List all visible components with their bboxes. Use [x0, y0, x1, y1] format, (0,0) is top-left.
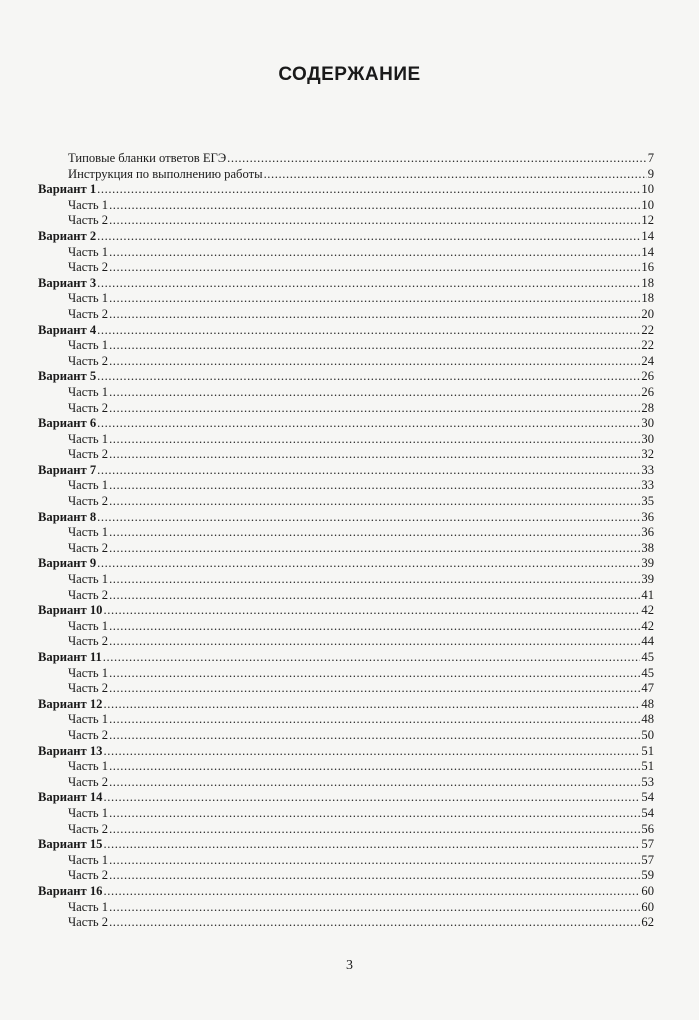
table-of-contents: [38, 151, 654, 931]
toc-entry-label: Вариант 12: [38, 696, 103, 711]
dot-leader: [109, 478, 640, 494]
toc-subentry: [38, 525, 654, 541]
toc-entry-page: 12: [641, 213, 654, 228]
dot-leader: [264, 167, 647, 183]
dot-leader: [109, 868, 640, 884]
toc-subentry: [38, 588, 654, 604]
toc-entry-page: 62: [641, 915, 654, 930]
dot-leader: [97, 276, 640, 292]
toc-entry-page: 36: [641, 525, 654, 540]
toc-subentry: [38, 541, 654, 557]
toc-entry-label: Часть 2: [68, 213, 109, 228]
toc-entry-label: Часть 1: [68, 478, 109, 493]
toc-subentry: [38, 432, 654, 448]
toc-entry-page: 50: [641, 727, 654, 742]
dot-leader: [227, 151, 647, 167]
toc-entry-label: Часть 2: [68, 353, 109, 368]
toc-subentry: [38, 401, 654, 417]
toc-entry-label: Часть 2: [68, 400, 109, 415]
toc-subentry: [38, 712, 654, 728]
toc-subentry: [38, 681, 654, 697]
toc-entry-page: 42: [641, 618, 654, 633]
toc-entry-label: Вариант 8: [38, 509, 97, 524]
dot-leader: [109, 494, 640, 510]
toc-subentry: [38, 213, 654, 229]
toc-entry-page: 9: [647, 166, 654, 181]
toc-entry-label: Вариант 2: [38, 228, 97, 243]
toc-entry-page: 18: [641, 291, 654, 306]
toc-entry-page: 22: [641, 338, 654, 353]
dot-leader: [109, 759, 640, 775]
toc-subentry: [38, 759, 654, 775]
toc-entry-page: 59: [641, 868, 654, 883]
dot-leader: [97, 463, 640, 479]
dot-leader: [109, 728, 640, 744]
toc-entry-page: 54: [641, 805, 654, 820]
toc-entry-label: Вариант 7: [38, 462, 97, 477]
toc-entry-label: Часть 2: [68, 774, 109, 789]
toc-entry-page: 57: [641, 837, 654, 852]
dot-leader: [109, 572, 640, 588]
dot-leader: [109, 213, 640, 229]
dot-leader: [109, 666, 640, 682]
toc-subentry: [38, 245, 654, 261]
toc-entry-label: Вариант 6: [38, 416, 97, 431]
dot-leader: [97, 510, 640, 526]
toc-entry-page: 47: [641, 681, 654, 696]
toc-entry-label: Часть 2: [68, 727, 109, 742]
toc-entry-page: 41: [641, 587, 654, 602]
toc-entry-label: Часть 1: [68, 665, 109, 680]
toc-subentry: [38, 915, 654, 931]
toc-heading-entry: [38, 510, 654, 526]
toc-entry-label: Часть 1: [68, 805, 109, 820]
dot-leader: [109, 354, 640, 370]
toc-entry-label: Часть 1: [68, 712, 109, 727]
toc-entry-label: Вариант 1: [38, 182, 97, 197]
dot-leader: [109, 525, 640, 541]
toc-subentry: [38, 151, 654, 167]
toc-entry-label: Вариант 13: [38, 743, 103, 758]
toc-heading-entry: [38, 697, 654, 713]
toc-entry-label: Часть 2: [68, 306, 109, 321]
dot-leader: [109, 260, 640, 276]
toc-entry-label: Вариант 5: [38, 369, 97, 384]
toc-entry-page: 45: [641, 650, 654, 664]
dot-leader: [109, 853, 640, 869]
toc-subentry: [38, 822, 654, 838]
toc-entry-label: Вариант 14: [38, 790, 103, 805]
toc-subentry: [38, 619, 654, 635]
dot-leader: [109, 385, 640, 401]
dot-leader: [109, 245, 640, 261]
toc-subentry: [38, 634, 654, 650]
toc-entry-label: Вариант 3: [38, 275, 97, 290]
toc-entry-page: 56: [641, 821, 654, 836]
toc-subentry: [38, 666, 654, 682]
toc-heading-entry: [38, 323, 654, 339]
dot-leader: [109, 822, 640, 838]
dot-leader: [103, 837, 640, 853]
toc-entry-label: Часть 2: [68, 540, 109, 555]
toc-entry-page: 57: [641, 852, 654, 867]
toc-entry-label: Часть 1: [68, 197, 109, 212]
toc-subentry: [38, 572, 654, 588]
toc-entry-label: Часть 2: [68, 681, 109, 696]
toc-heading-entry: [38, 369, 654, 385]
dot-leader: [109, 307, 640, 323]
toc-entry-page: 18: [641, 275, 654, 290]
toc-entry-page: 51: [641, 743, 654, 758]
toc-entry-page: 45: [641, 665, 654, 680]
dot-leader: [103, 650, 641, 666]
toc-entry-page: 48: [641, 696, 654, 711]
toc-subentry: [38, 478, 654, 494]
toc-entry-label: Вариант 10: [38, 603, 103, 618]
dot-leader: [103, 697, 640, 713]
toc-heading-entry: [38, 416, 654, 432]
toc-entry-page: 30: [641, 431, 654, 446]
dot-leader: [103, 603, 640, 619]
toc-heading-entry: [38, 463, 654, 479]
dot-leader: [109, 541, 640, 557]
toc-entry-page: 16: [641, 260, 654, 275]
toc-entry-page: 48: [641, 712, 654, 727]
toc-entry-page: 44: [641, 634, 654, 649]
toc-subentry: [38, 775, 654, 791]
dot-leader: [103, 744, 640, 760]
toc-entry-label: Часть 2: [68, 634, 109, 649]
toc-entry-label: Часть 1: [68, 618, 109, 633]
toc-entry-label: Часть 1: [68, 852, 109, 867]
toc-subentry: [38, 868, 654, 884]
dot-leader: [109, 806, 640, 822]
toc-entry-label: Часть 2: [68, 915, 109, 930]
dot-leader: [97, 416, 640, 432]
toc-entry-label: Часть 2: [68, 587, 109, 602]
dot-leader: [109, 291, 640, 307]
toc-entry-page: 39: [641, 572, 654, 587]
toc-subentry: [38, 385, 654, 401]
toc-entry-page: 10: [641, 197, 654, 212]
toc-entry-page: 33: [641, 462, 654, 477]
dot-leader: [97, 229, 640, 245]
toc-entry-label: Вариант 9: [38, 556, 97, 571]
toc-entry-label: Часть 1: [68, 525, 109, 540]
dot-leader: [109, 588, 640, 604]
toc-entry-page: 33: [641, 478, 654, 493]
toc-subentry: [38, 307, 654, 323]
dot-leader: [109, 775, 640, 791]
toc-entry-page: 24: [641, 353, 654, 368]
dot-leader: [109, 900, 640, 916]
toc-entry-label: Часть 1: [68, 572, 109, 587]
toc-entry-label: Вариант 15: [38, 837, 103, 852]
dot-leader: [97, 323, 640, 339]
toc-entry-page: 53: [641, 774, 654, 789]
dot-leader: [109, 619, 640, 635]
toc-entry-label: Часть 1: [68, 759, 109, 774]
toc-heading-entry: [38, 229, 654, 245]
toc-subentry: [38, 167, 654, 183]
toc-entry-page: 22: [641, 322, 654, 337]
toc-heading-entry: [38, 603, 654, 619]
toc-entry-label: Инструкция по выполнению работы: [68, 166, 263, 181]
toc-entry-page: 30: [641, 416, 654, 431]
toc-entry-label: Часть 1: [68, 431, 109, 446]
dot-leader: [109, 432, 640, 448]
toc-entry-page: 38: [641, 540, 654, 555]
toc-entry-label: Часть 2: [68, 447, 109, 462]
page-title: СОДЕРЖАНИЕ: [278, 64, 421, 85]
toc-entry-page: 14: [641, 244, 654, 259]
toc-entry-page: 39: [641, 556, 654, 571]
toc-subentry: [38, 338, 654, 354]
toc-entry-page: 32: [641, 447, 654, 462]
toc-heading-entry: [38, 182, 654, 198]
toc-entry-page: 35: [641, 494, 654, 509]
toc-subentry: [38, 354, 654, 370]
dot-leader: [97, 556, 640, 572]
dot-leader: [109, 447, 640, 463]
toc-entry-page: 42: [641, 603, 654, 618]
dot-leader: [109, 634, 640, 650]
toc-subentry: [38, 260, 654, 276]
toc-heading-entry: [38, 556, 654, 572]
dot-leader: [97, 182, 640, 198]
toc-entry-label: Часть 1: [68, 291, 109, 306]
dot-leader: [109, 198, 640, 214]
toc-entry-page: 54: [641, 790, 654, 805]
page-number: 3: [346, 958, 353, 973]
toc-heading-entry: [38, 837, 654, 853]
toc-subentry: [38, 728, 654, 744]
toc-subentry: [38, 291, 654, 307]
toc-heading-entry: [38, 744, 654, 760]
toc-subentry: [38, 198, 654, 214]
toc-entry-label: Часть 2: [68, 821, 109, 836]
toc-subentry: [38, 447, 654, 463]
dot-leader: [109, 681, 640, 697]
toc-entry-label: Часть 1: [68, 899, 109, 914]
dot-leader: [103, 790, 640, 806]
toc-heading-entry: [38, 884, 654, 900]
toc-entry-label: Вариант 4: [38, 322, 97, 337]
toc-entry-label: Вариант 16: [38, 883, 103, 898]
toc-heading-entry: [38, 276, 654, 292]
dot-leader: [97, 369, 640, 385]
toc-entry-label: Типовые бланки ответов ЕГЭ: [68, 151, 227, 165]
toc-subentry: [38, 900, 654, 916]
toc-entry-page: 20: [641, 306, 654, 321]
toc-entry-page: 26: [641, 384, 654, 399]
dot-leader: [103, 884, 640, 900]
dot-leader: [109, 401, 640, 417]
toc-entry-page: 36: [641, 509, 654, 524]
toc-entry-page: 51: [641, 759, 654, 774]
toc-entry-page: 10: [641, 182, 654, 197]
toc-entry-page: 7: [647, 151, 654, 165]
toc-heading-entry: [38, 790, 654, 806]
dot-leader: [109, 712, 640, 728]
toc-entry-label: Часть 1: [68, 384, 109, 399]
toc-entry-label: Часть 2: [68, 868, 109, 883]
dot-leader: [109, 338, 640, 354]
toc-entry-page: 26: [641, 369, 654, 384]
toc-entry-page: 60: [641, 883, 654, 898]
toc-entry-label: Часть 1: [68, 244, 109, 259]
toc-entry-label: Часть 2: [68, 260, 109, 275]
toc-entry-label: Часть 2: [68, 494, 109, 509]
toc-entry-page: 14: [641, 228, 654, 243]
toc-entry-page: 60: [641, 899, 654, 914]
toc-entry-label: Вариант 11: [38, 650, 102, 664]
toc-subentry: [38, 806, 654, 822]
toc-subentry: [38, 494, 654, 510]
toc-heading-entry: [38, 650, 654, 666]
toc-entry-page: 28: [641, 400, 654, 415]
dot-leader: [109, 915, 640, 931]
toc-entry-label: Часть 1: [68, 338, 109, 353]
toc-subentry: [38, 853, 654, 869]
